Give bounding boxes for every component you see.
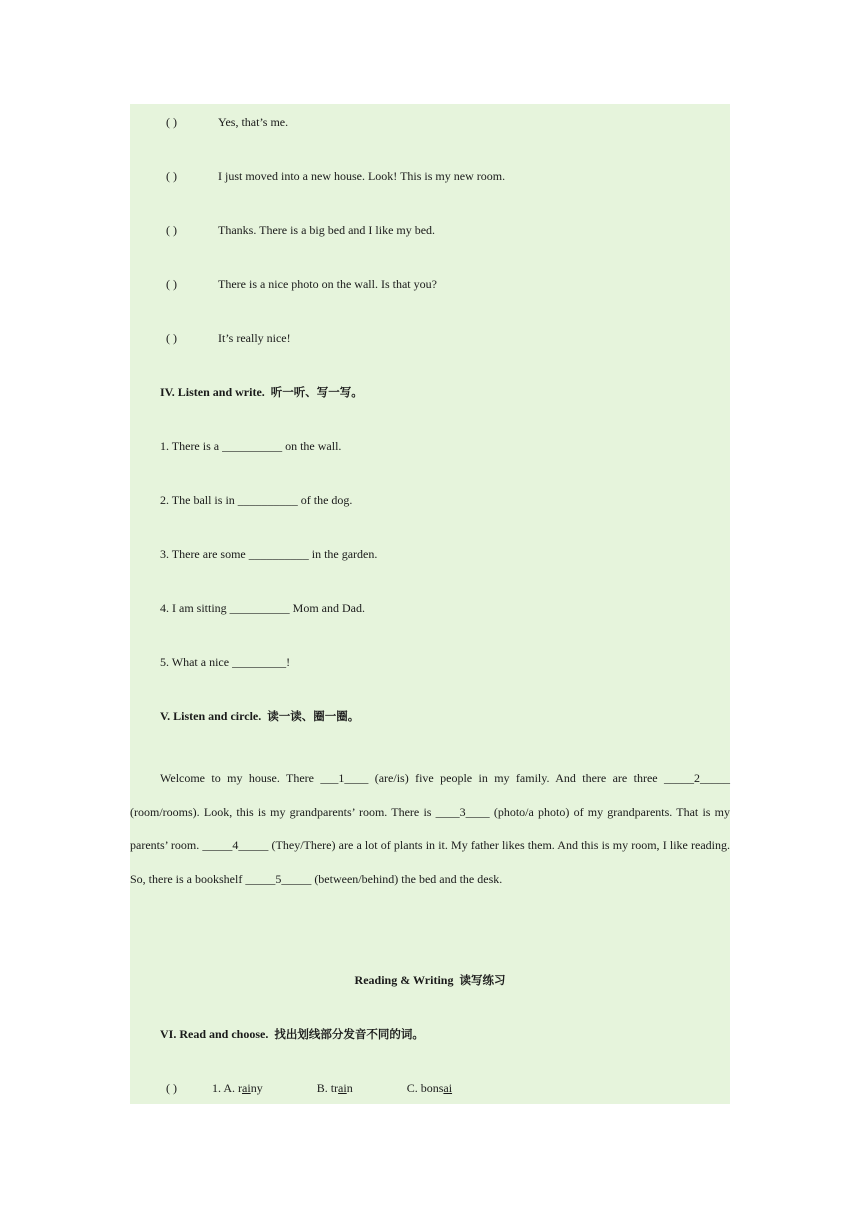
fill-in-item: 1. There is a __________ on the wall. [160,439,342,453]
option-c: C. bonsai [406,1081,453,1095]
answer-parentheses: ( ) [166,1081,177,1095]
item-number: 1. [212,1081,221,1095]
fill-in-item: 3. There are some __________ in the garden. [160,547,378,561]
answer-parentheses: ( ) [166,115,177,129]
dialogue-line [166,276,437,292]
section-heading-en: IV. Listen and write. [160,385,265,399]
fill-in-item: 4. I am sitting __________ Mom and Dad. [160,601,365,615]
part-title-en: Reading & Writing [354,973,454,987]
dialogue-text: There is a nice photo on the wall. Is that you? [218,277,437,291]
dialogue-line [166,168,505,184]
section-heading-cn: 听一听、写一写。 [270,385,363,399]
cloze-paragraph: Welcome to my house. There ___1____ (are/is) five people in my family. And there are three _____2_____ (room/rooms). Look, this is my grandparents’ room. There is ____3____ (photo/a photo) of my grandparents. That is my parents’ room. _____4_____ (They/There) are a lot of plants in it. My father likes them. And this is my room, I like reading. So, there is a bookshelf _____5_____ (between/behind) the bed and the desk. [130,771,730,886]
option-b: B. train [316,1081,353,1095]
worksheet-page [130,104,730,1104]
dialogue-line [166,222,435,238]
choice-item [166,1080,452,1096]
section-heading [160,708,359,724]
dialogue-line [166,114,288,130]
answer-parentheses: ( ) [166,331,177,345]
dialogue-line [166,330,291,346]
section-heading-en: VI. Read and choose. [160,1027,269,1041]
dialogue-text: I just moved into a new house. Look! This is my new room. [218,169,506,183]
dialogue-text: Thanks. There is a big bed and I like my bed. [218,223,436,237]
answer-parentheses: ( ) [166,169,177,183]
answer-parentheses: ( ) [166,223,177,237]
part-title [130,972,730,988]
section-heading [160,384,363,400]
part-title-cn: 读写练习 [459,973,506,987]
section-heading [160,1026,424,1042]
section-heading-cn: 读一读、圈一圈。 [267,709,360,723]
fill-in-item: 2. The ball is in __________ of the dog. [160,493,353,507]
section-heading-cn: 找出划线部分发音不同的词。 [274,1027,424,1041]
dialogue-text: Yes, that’s me. [218,115,289,129]
section-heading-en: V. Listen and circle. [160,709,262,723]
option-a: A. rainy [223,1081,263,1095]
answer-parentheses: ( ) [166,277,177,291]
dialogue-text: It’s really nice! [218,331,291,345]
fill-in-item: 5. What a nice _________! [160,655,291,669]
